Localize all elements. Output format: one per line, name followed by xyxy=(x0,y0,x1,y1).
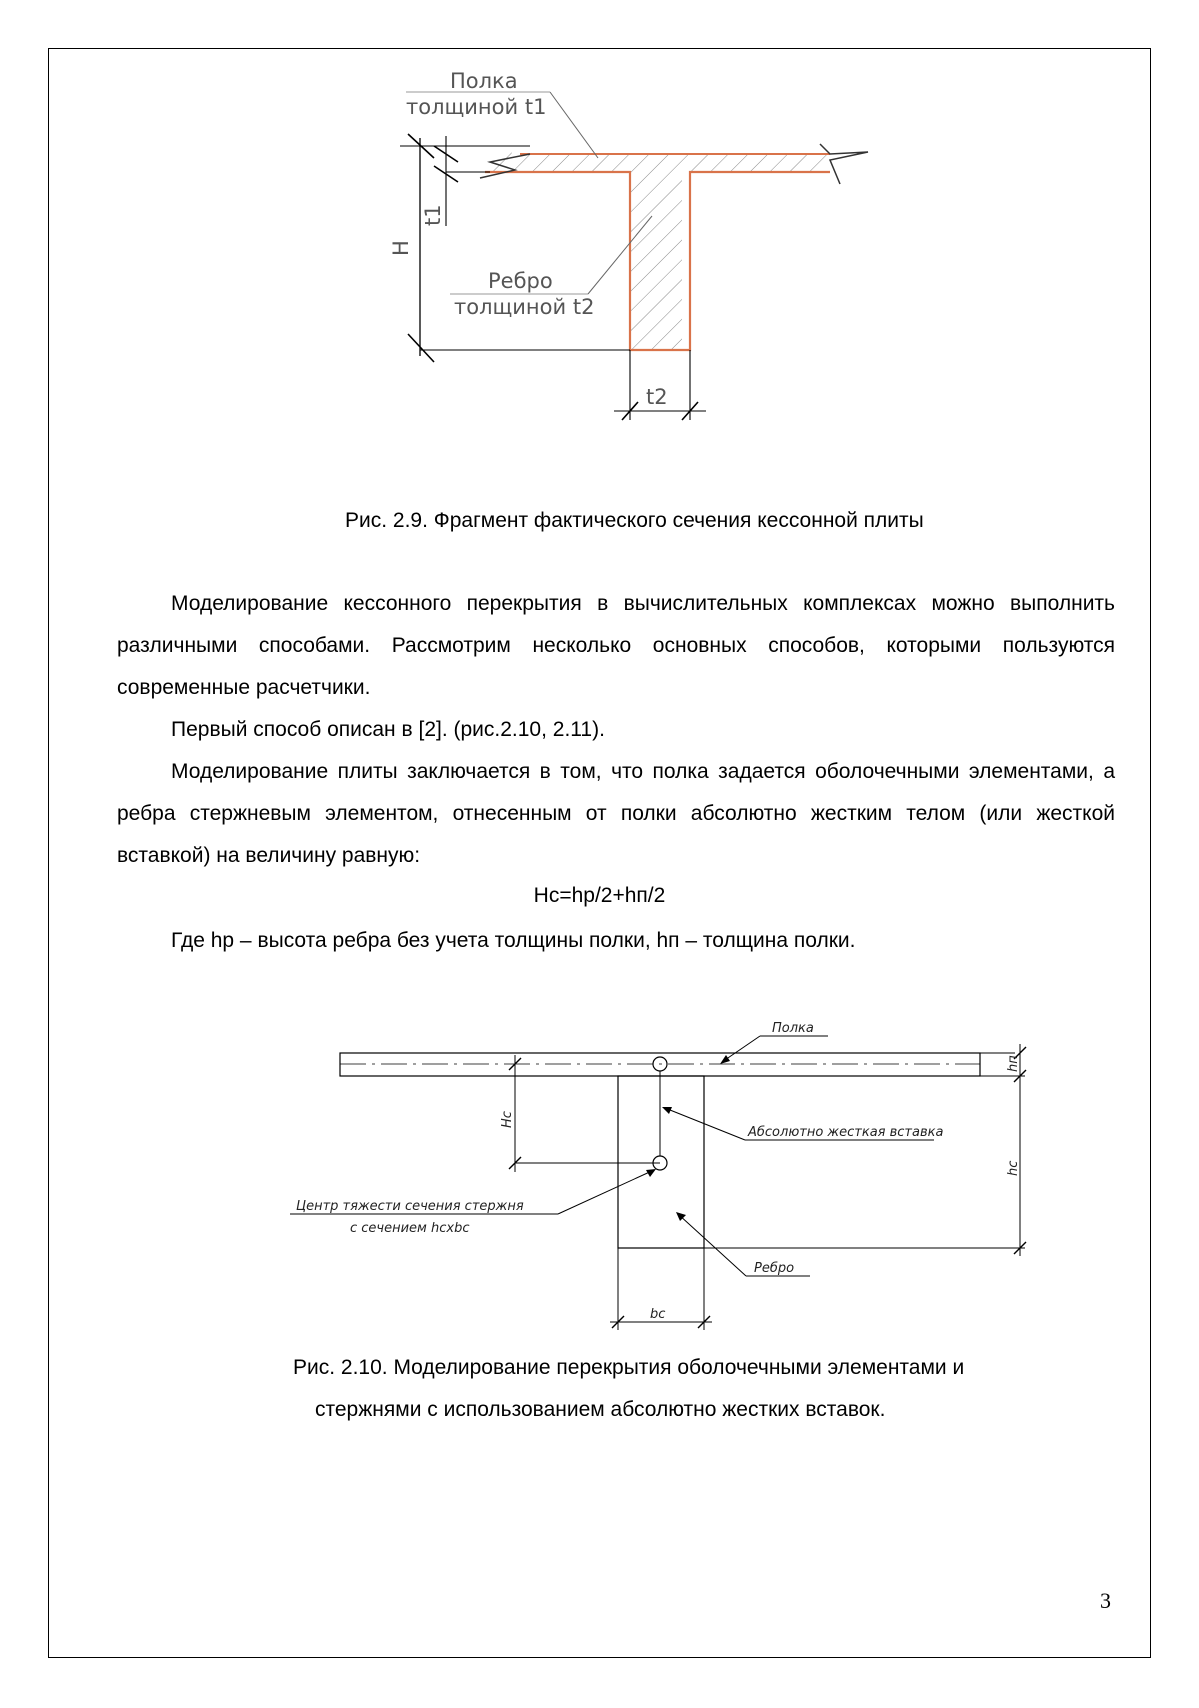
dim-t2-label: t2 xyxy=(646,385,668,409)
figure-2-10-caption-line1: Рис. 2.10. Моделирование перекрытия оболочечными элементами и xyxy=(293,1356,965,1379)
dim-hc-label: hc xyxy=(1006,1160,1021,1176)
dim-H-label: H xyxy=(389,240,413,256)
center-label-line1: Центр тяжести сечения стержня xyxy=(296,1199,524,1214)
flange-section xyxy=(485,146,830,350)
rebro-leader-label: Ребро xyxy=(754,1261,795,1276)
paragraph-2: Первый способ описан в [2]. (рис.2.10, 2.11). xyxy=(171,718,605,741)
polka-label-line1: Полка xyxy=(450,69,518,93)
figure-2-9-caption: Рис. 2.9. Фрагмент фактического сечения кессонной плиты xyxy=(345,509,924,532)
page-number: 3 xyxy=(1100,1588,1111,1613)
center-label-line2: с сечением hcxbc xyxy=(350,1221,470,1236)
figure-2-10-drawing xyxy=(290,1000,1070,1330)
formula: Hc=hp/2+hп/2 xyxy=(533,884,666,907)
polka-leader-label: Полка xyxy=(772,1021,814,1036)
dim-hn-label: hп xyxy=(1006,1055,1021,1072)
dim-Hc-label: Hc xyxy=(500,1111,515,1128)
figure-2-9-drawing xyxy=(389,66,960,476)
rib-rect xyxy=(618,1076,704,1248)
rebro-label-line2: толщиной t2 xyxy=(454,295,595,319)
polka-label-line2: толщиной t1 xyxy=(406,95,547,119)
insert-leader-label: Абсолютно жесткая вставка xyxy=(748,1125,944,1140)
paragraph-4: Где hp – высота ребра без учета толщины полки, hп – толщина полки. xyxy=(171,929,856,952)
figure-2-10-caption-line2: стержнями с использованием абсолютно жестких вставок. xyxy=(315,1398,886,1421)
rebro-label-line1: Ребро xyxy=(488,269,553,293)
paragraph-3: Моделирование плиты заключается в том, что полка задается оболочечными элементами, а ребра стержневым элементом, отнесенным от полки абсолютно жестким телом (или жесткой вставкой) на величину равную: xyxy=(117,760,1115,867)
dim-bc-label: bc xyxy=(650,1307,666,1322)
paragraph-1: Моделирование кессонного перекрытия в вычислительных комплексах можно выполнить различными способами. Рассмотрим несколько основных способов, которыми пользуются современные расчетчики. xyxy=(117,592,1115,699)
dim-t1-label: t1 xyxy=(421,204,445,226)
